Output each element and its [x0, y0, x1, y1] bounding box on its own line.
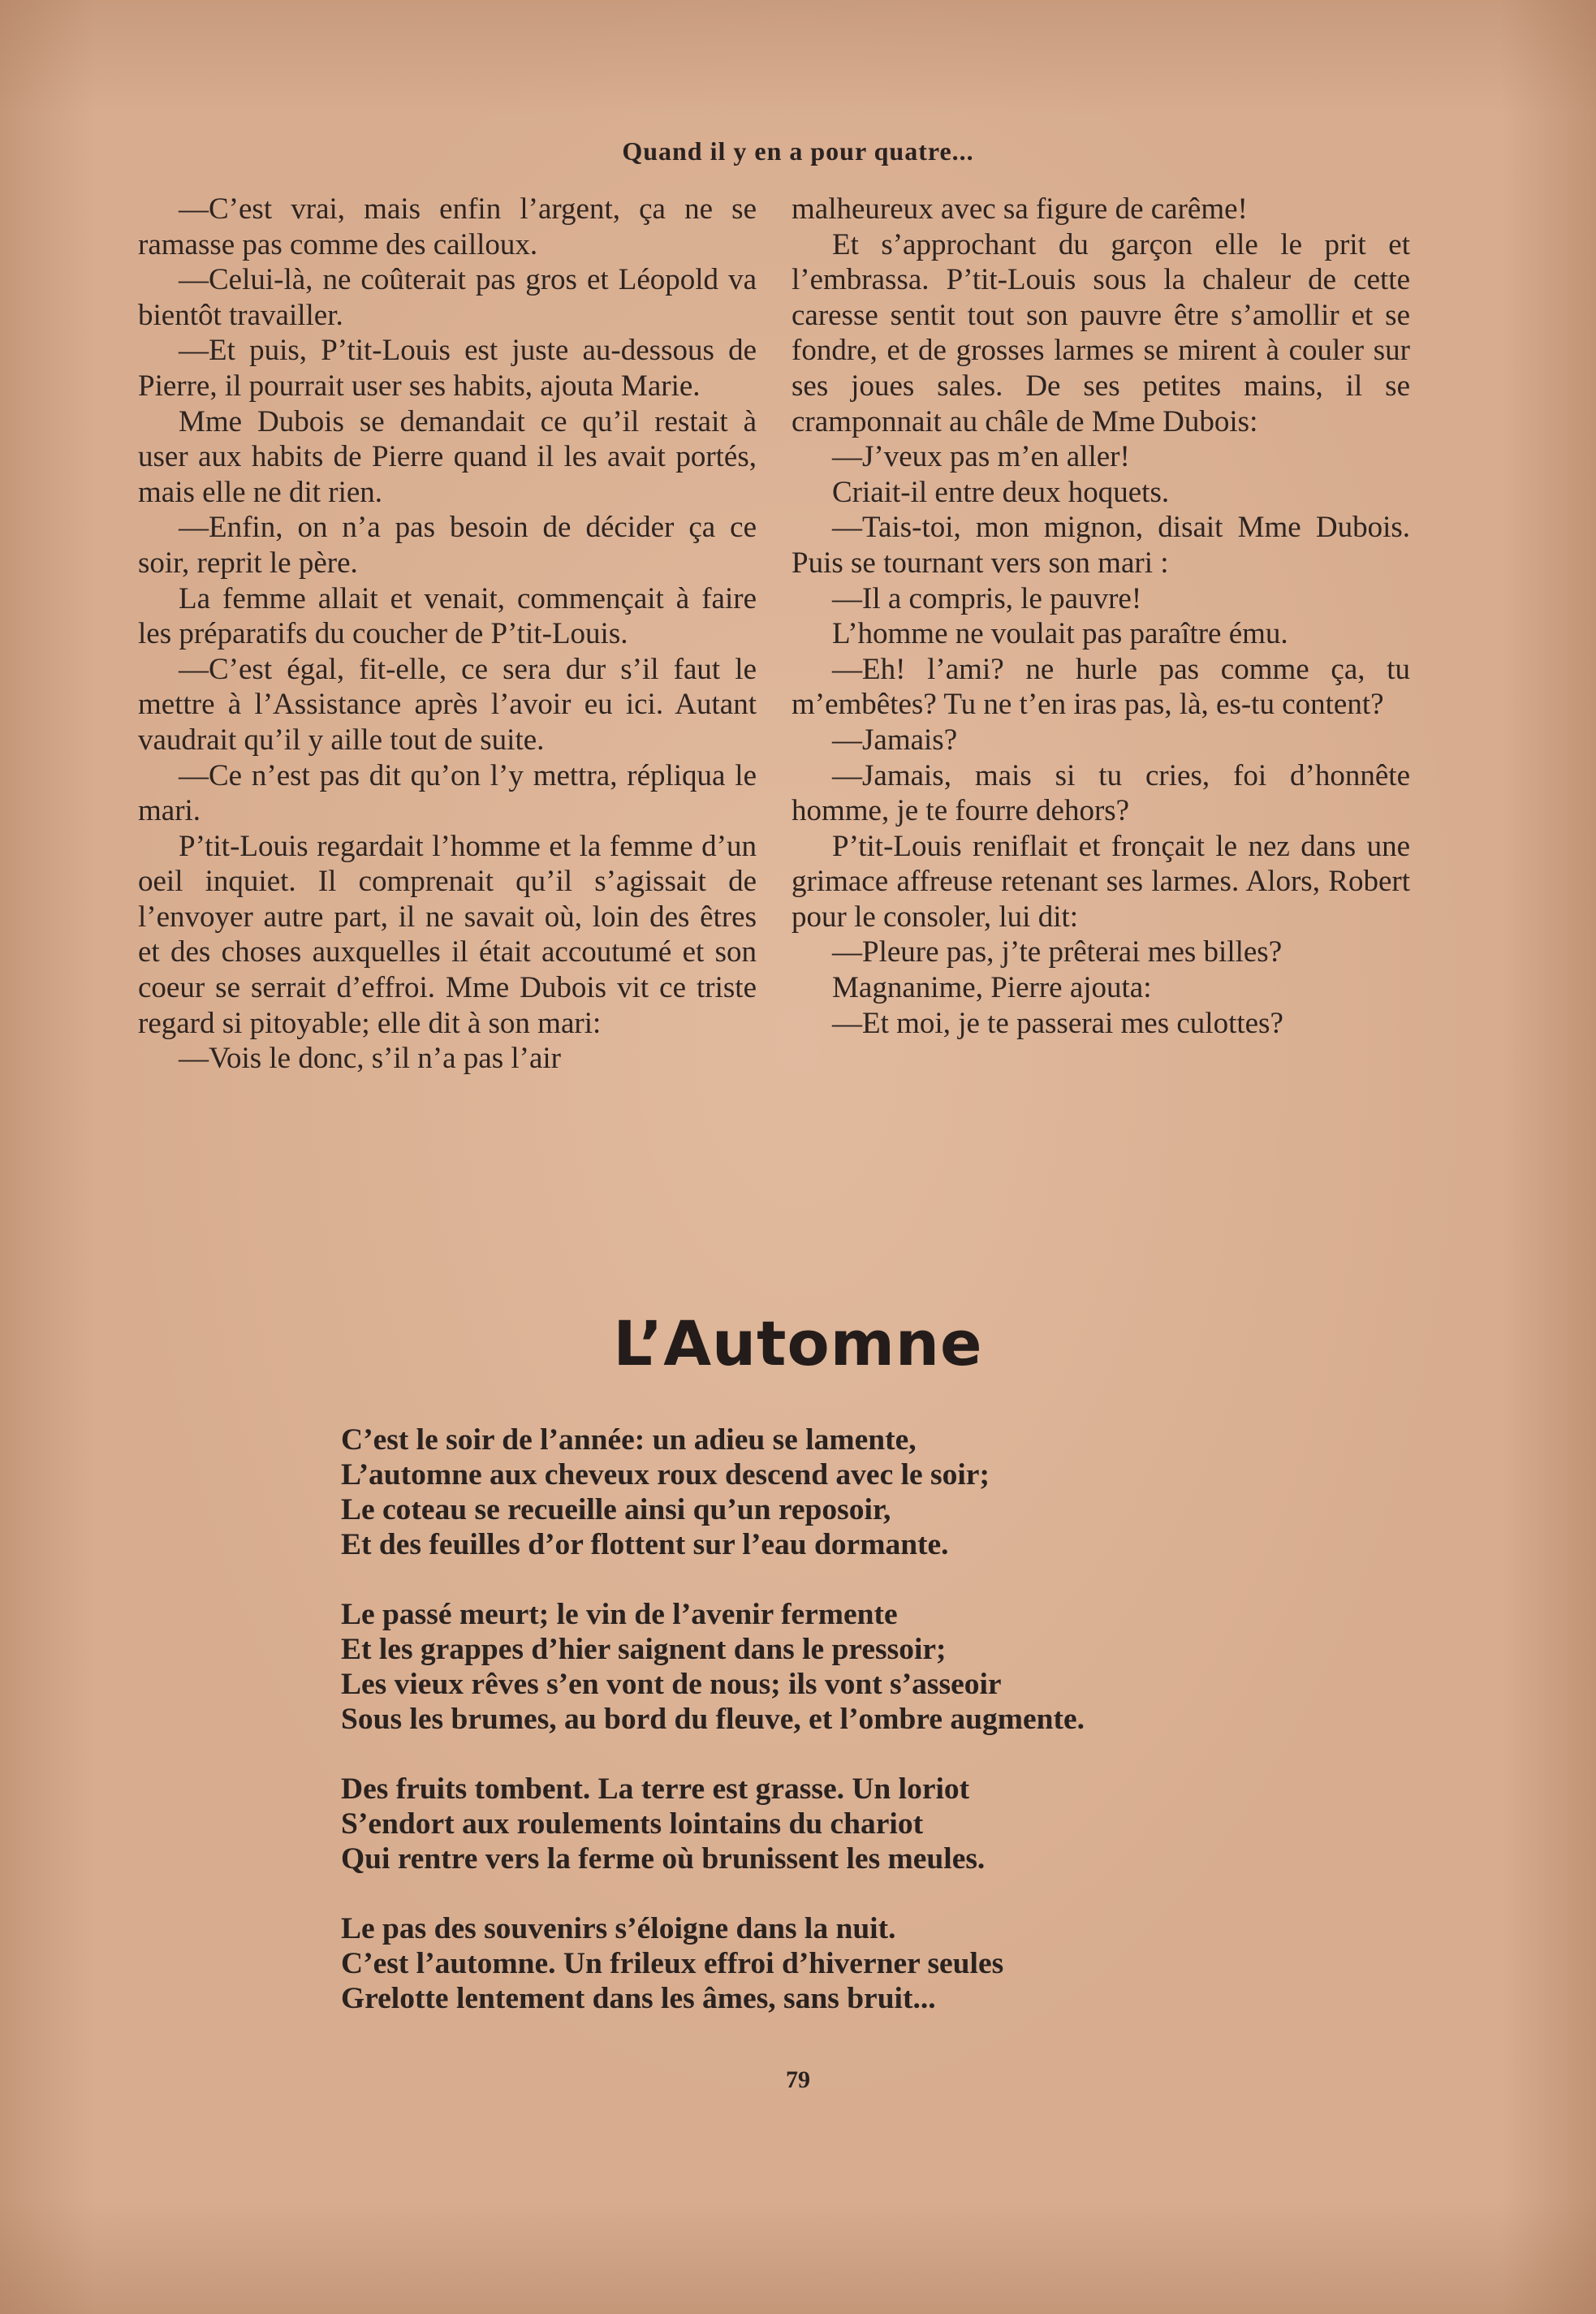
- paragraph: —Eh! l’ami? ne hurle pas comme ça, tu m’embêtes? Tu ne t’en iras pas, là, es-tu content?: [792, 652, 1410, 722]
- poem-line: L’automne aux cheveux roux descend avec le soir;: [341, 1458, 990, 1492]
- poem-stanza: [341, 1772, 1396, 1876]
- left-column: [138, 192, 757, 1077]
- poem: [341, 1423, 1396, 2051]
- paragraph: —Ce n’est pas dit qu’on l’y mettra, répliqua le mari.: [138, 758, 757, 828]
- paragraph: P’tit-Louis regardait l’homme et la femme d’un oeil inquiet. Il comprenait qu’il s’agissait de l’envoyer autre part, il ne savait où, loin des êtres et des choses auxquelles il était accoutumé et son coeur se serrait d’effroi. Mme Dubois vit ce triste regard si pitoyable; elle dit à son mari:: [138, 829, 757, 1040]
- paragraph: —Jamais?: [832, 723, 958, 757]
- paragraph: —Vois le donc, s’il n’a pas l’air: [179, 1042, 561, 1076]
- poem-line: Et les grappes d’hier saignent dans le pressoir;: [341, 1633, 947, 1666]
- paragraph: —Enfin, on n’a pas besoin de décider ça ce soir, reprit le père.: [138, 511, 757, 580]
- paragraph: P’tit-Louis reniflait et fronçait le nez dans une grimace affreuse retenant ses larmes. Alors, Robert pour le consoler, lui dit:: [792, 829, 1410, 934]
- paragraph: La femme allait et venait, commençait à faire les préparatifs du coucher de P’tit-Louis.: [138, 581, 757, 651]
- right-column: [792, 192, 1410, 1041]
- paragraph: Criait-il entre deux hoquets.: [832, 475, 1170, 509]
- paragraph: —Et moi, je te passerai mes culottes?: [832, 1006, 1283, 1040]
- paragraph: malheureux avec sa figure de carême!: [792, 192, 1248, 226]
- poem-line: Des fruits tombent. La terre est grasse. Un loriot: [341, 1772, 970, 1806]
- poem-line: Les vieux rêves s’en vont de nous; ils vont s’asseoir: [341, 1668, 1002, 1701]
- running-head: Quand il y en a pour quatre...: [622, 136, 974, 166]
- poem-stanza: [341, 1911, 1396, 2016]
- paragraph: —Pleure pas, j’te prêterai mes billes?: [832, 935, 1283, 969]
- poem-line: Le coteau se recueille ainsi qu’un reposoir,: [341, 1493, 891, 1526]
- poem-line: Le passé meurt; le vin de l’avenir fermente: [341, 1598, 898, 1631]
- paragraph: —Jamais, mais si tu cries, foi d’honnête homme, je te fourre dehors?: [792, 758, 1410, 828]
- paragraph: —Tais-toi, mon mignon, disait Mme Dubois. Puis se tournant vers son mari :: [792, 511, 1410, 580]
- poem-title: L’Automne: [613, 1307, 983, 1379]
- paragraph: L’homme ne voulait pas paraître ému.: [832, 617, 1288, 651]
- paragraph: —Et puis, P’tit-Louis est juste au-dessous de Pierre, il pourrait user ses habits, ajouta Marie.: [138, 334, 757, 403]
- paragraph: —J’veux pas m’en aller!: [832, 440, 1130, 474]
- poem-stanza: [341, 1423, 1396, 1562]
- paragraph: Mme Dubois se demandait ce qu’il restait à user aux habits de Pierre quand il les avait portés, mais elle ne dit rien.: [138, 404, 757, 509]
- paragraph: —C’est vrai, mais enfin l’argent, ça ne se ramasse pas comme des cailloux.: [138, 192, 757, 261]
- poem-stanza: [341, 1597, 1396, 1737]
- page-number: 79: [786, 2066, 810, 2093]
- poem-line: S’endort aux roulements lointains du chariot: [341, 1807, 924, 1841]
- paragraph: Magnanime, Pierre ajouta:: [832, 971, 1152, 1005]
- poem-line: Qui rentre vers la ferme où brunissent les meules.: [341, 1842, 986, 1876]
- paragraph: —Il a compris, le pauvre!: [832, 581, 1142, 615]
- poem-line: Le pas des souvenirs s’éloigne dans la nuit.: [341, 1912, 896, 1945]
- paragraph: Et s’approchant du garçon elle le prit et l’embrassa. P’tit-Louis sous la chaleur de cette caresse sentit tout son pauvre être s’amollir et se fondre, et de grosses larmes se mirent à couler sur ses joues sales. De ses petites mains, il se cramponnait au châle de Mme Dubois:: [792, 227, 1410, 438]
- poem-line: Et des feuilles d’or flottent sur l’eau dormante.: [341, 1528, 949, 1561]
- poem-line: C’est le soir de l’année: un adieu se lamente,: [341, 1423, 917, 1457]
- paragraph: —Celui-là, ne coûterait pas gros et Léopold va bientôt travailler.: [138, 263, 757, 332]
- poem-line: Sous les brumes, au bord du fleuve, et l’ombre augmente.: [341, 1703, 1085, 1736]
- paragraph: —C’est égal, fit-elle, ce sera dur s’il faut le mettre à l’Assistance après l’avoir eu ici. Autant vaudrait qu’il y aille tout de suite.: [138, 652, 757, 757]
- poem-line: Grelotte lentement dans les âmes, sans bruit...: [341, 1982, 936, 2015]
- poem-line: C’est l’automne. Un frileux effroi d’hiverner seules: [341, 1947, 1004, 1980]
